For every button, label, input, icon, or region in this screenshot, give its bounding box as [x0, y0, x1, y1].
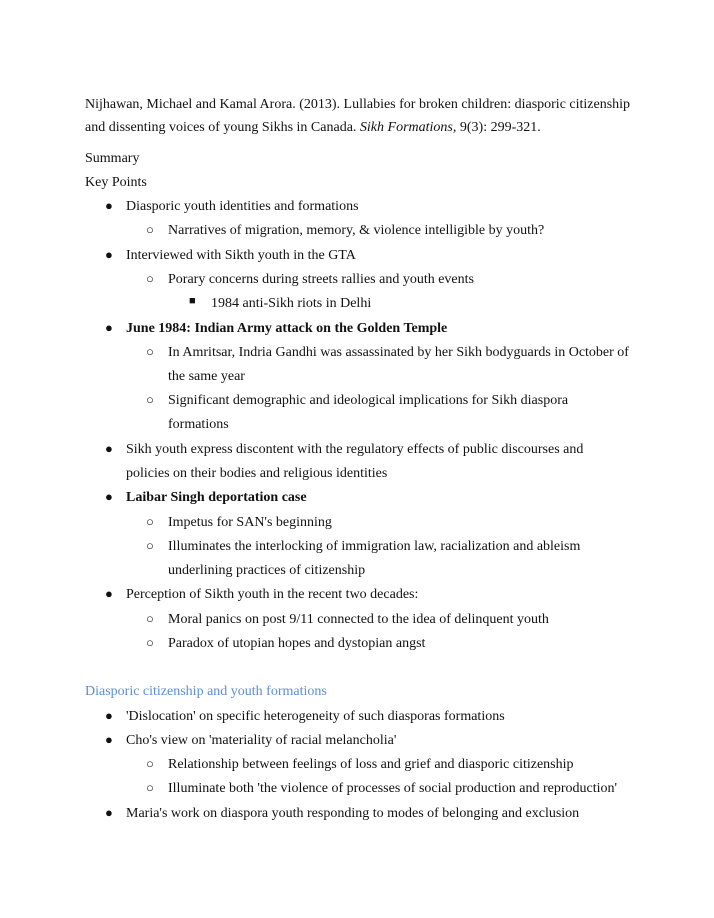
- list-item-continuation: formations: [168, 417, 229, 432]
- circle-bullet-icon: ○: [146, 344, 154, 359]
- circle-bullet-icon: ○: [146, 635, 154, 650]
- list-item-continuation: the same year: [168, 369, 245, 384]
- bullet-icon: ●: [105, 198, 113, 213]
- list-item: Diasporic youth identities and formations: [126, 199, 359, 214]
- list-item: Relationship between feelings of loss and grief and diasporic citizenship: [168, 757, 574, 772]
- list-item: Narratives of migration, memory, & violence intelligible by youth?: [168, 223, 545, 238]
- citation-text: and dissenting voices of young Sikhs in Canada.: [85, 120, 360, 135]
- circle-bullet-icon: ○: [146, 514, 154, 529]
- summary-label: Summary: [85, 151, 140, 166]
- section-heading: Diasporic citizenship and youth formations: [85, 684, 327, 699]
- bullet-icon: ●: [105, 708, 113, 723]
- list-item: June 1984: Indian Army attack on the Golden Temple: [126, 321, 448, 336]
- bullet-icon: ●: [105, 805, 113, 820]
- list-item: Moral panics on post 9/11 connected to the idea of delinquent youth: [168, 612, 549, 627]
- journal-title: Sikh Formations,: [359, 120, 457, 135]
- list-item-continuation: policies on their bodies and religious identities: [126, 466, 388, 481]
- list-item: Impetus for SAN's beginning: [168, 515, 332, 530]
- bullet-icon: ●: [105, 441, 113, 456]
- list-item: Laibar Singh deportation case: [126, 490, 307, 505]
- list-item: In Amritsar, Indria Gandhi was assassinated by her Sikh bodyguards in October of: [168, 345, 629, 360]
- list-item: Cho's view on 'materiality of racial melancholia': [126, 733, 397, 748]
- circle-bullet-icon: ○: [146, 392, 154, 407]
- key-points-label: Key Points: [85, 175, 147, 190]
- list-item: 'Dislocation' on specific heterogeneity of such diasporas formations: [126, 709, 505, 724]
- citation-line-2: [85, 119, 541, 137]
- citation-volume: 9(3): 299-321.: [456, 120, 541, 135]
- square-bullet-icon: ■: [189, 295, 196, 307]
- list-item: Porary concerns during streets rallies and youth events: [168, 272, 474, 287]
- list-item: Illuminates the interlocking of immigration law, racialization and ableism: [168, 539, 581, 554]
- circle-bullet-icon: ○: [146, 756, 154, 771]
- list-item: Maria's work on diaspora youth responding to modes of belonging and exclusion: [126, 806, 580, 821]
- citation-line-1: Nijhawan, Michael and Kamal Arora. (2013). Lullabies for broken children: diasporic citizenship: [85, 97, 631, 112]
- list-item: 1984 anti-Sikh riots in Delhi: [211, 296, 372, 311]
- list-item: Illuminate both 'the violence of processes of social production and reproduction': [168, 781, 618, 796]
- bullet-icon: ●: [105, 320, 113, 335]
- circle-bullet-icon: ○: [146, 222, 154, 237]
- list-item: Interviewed with Sikth youth in the GTA: [126, 248, 356, 263]
- bullet-icon: ●: [105, 489, 113, 504]
- circle-bullet-icon: ○: [146, 538, 154, 553]
- bullet-icon: ●: [105, 732, 113, 747]
- bullet-icon: ●: [105, 247, 113, 262]
- circle-bullet-icon: ○: [146, 271, 154, 286]
- circle-bullet-icon: ○: [146, 780, 154, 795]
- bullet-icon: ●: [105, 586, 113, 601]
- list-item: Significant demographic and ideological implications for Sikh diaspora: [168, 393, 569, 408]
- circle-bullet-icon: ○: [146, 611, 154, 626]
- list-item-continuation: underlining practices of citizenship: [168, 563, 366, 578]
- list-item: Perception of Sikth youth in the recent two decades:: [126, 587, 419, 602]
- list-item: Sikh youth express discontent with the regulatory effects of public discourses and: [126, 442, 584, 457]
- list-item: Paradox of utopian hopes and dystopian angst: [168, 636, 426, 651]
